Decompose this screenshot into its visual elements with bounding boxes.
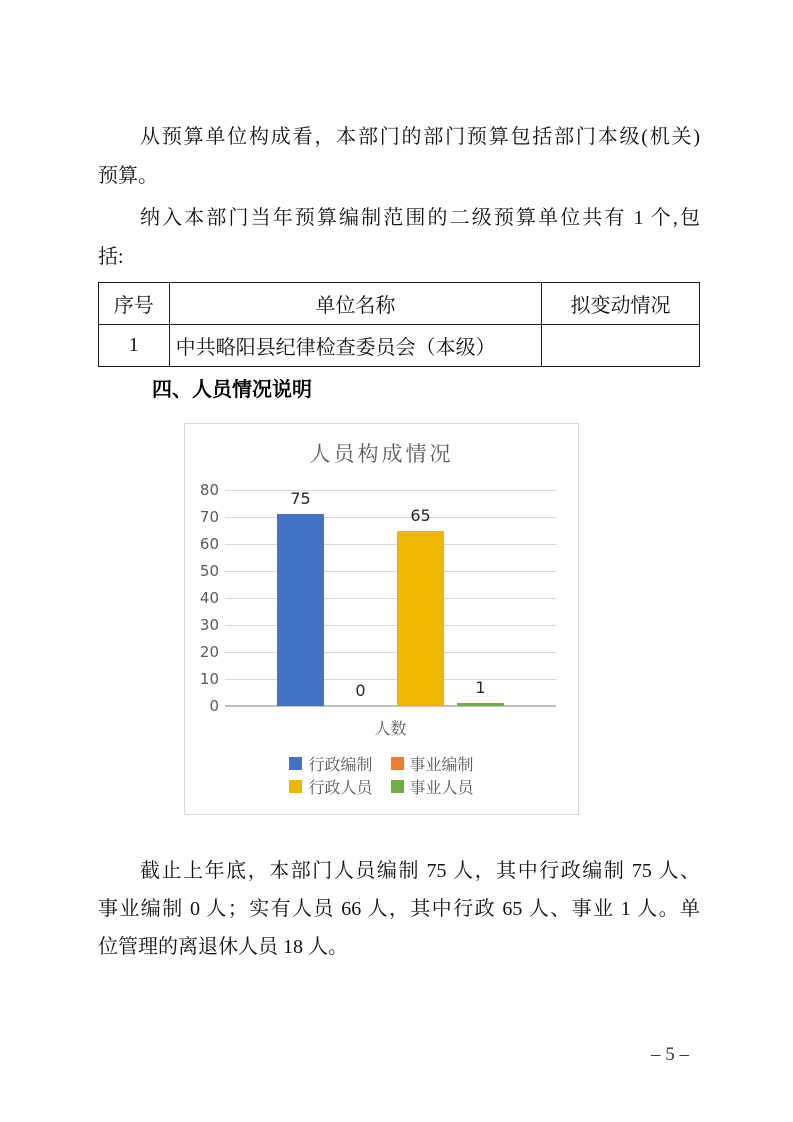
y-tick-label: 40 (199, 589, 219, 607)
y-tick-label: 10 (199, 670, 219, 688)
bar-slot-0 (271, 490, 331, 706)
chart (184, 423, 579, 815)
y-tick-label: 30 (199, 616, 219, 634)
table-row (99, 325, 700, 367)
chart-plot-area (225, 490, 556, 706)
legend-swatch-icon (391, 757, 404, 770)
text-line: 事业编制 0 人；实有人员 66 人，其中行政 65 人、事业 1 人。单 (98, 898, 700, 920)
legend-swatch-icon (289, 757, 302, 770)
chart-legend (185, 752, 578, 798)
legend-item (391, 775, 474, 798)
chart-title: 人员构成情况 (309, 442, 454, 466)
legend-label: 行政编制 (308, 755, 373, 774)
cell-no: 1 (99, 325, 170, 367)
cell-name: 中共略阳县纪律检查委员会（本级） (169, 325, 541, 367)
unit-table (98, 282, 700, 367)
bar-slot-2 (391, 490, 451, 706)
legend-swatch-icon (289, 780, 302, 793)
chart-x-axis-label: 人数 (374, 719, 407, 738)
paragraph-personnel (98, 852, 700, 966)
page-number: – 5 – (651, 1044, 689, 1065)
legend-label: 行政人员 (308, 778, 373, 797)
text-line: 预算。 (98, 165, 158, 187)
y-tick-label: 70 (199, 508, 219, 526)
bar-slot-1 (331, 490, 391, 706)
legend-item (289, 752, 372, 775)
y-tick-label: 60 (199, 535, 219, 553)
bar-series-3 (457, 703, 504, 706)
text-line: 从预算单位构成看，本部门的部门预算包括部门本级(机关) (140, 126, 700, 148)
y-tick-label: 20 (199, 643, 219, 661)
text-line: 位管理的离退休人员 18 人。 (98, 936, 348, 958)
bar-series-0 (277, 514, 324, 706)
paragraph-budget-units (98, 118, 700, 196)
y-tick-label: 50 (199, 562, 219, 580)
data-label: 1 (475, 678, 486, 698)
legend-item (391, 752, 474, 775)
legend-row (289, 775, 473, 798)
section-heading: 四、人员情况说明 (152, 379, 312, 401)
legend-label: 事业人员 (409, 778, 474, 797)
bar-slot-3 (451, 490, 511, 706)
text-line: 截止上年底，本部门人员编制 75 人，其中行政编制 75 人、 (140, 860, 700, 882)
header-cell-change: 拟变动情况 (542, 283, 700, 325)
legend-row (289, 752, 473, 775)
cell-change (542, 325, 700, 367)
data-label: 65 (410, 505, 431, 525)
header-cell-no: 序号 (99, 283, 170, 325)
table-header-row (99, 283, 700, 325)
bar-series-2 (397, 531, 444, 707)
legend-item (289, 775, 372, 798)
header-cell-name: 单位名称 (169, 283, 541, 325)
y-tick-label: 80 (199, 481, 219, 499)
text-line: 括: (98, 246, 124, 268)
text-line: 纳入本部门当年预算编制范围的二级预算单位共有 1 个,包 (140, 207, 700, 229)
legend-swatch-icon (391, 780, 404, 793)
data-label: 0 (355, 681, 366, 700)
paragraph-secondary-units (98, 199, 700, 277)
data-label: 75 (290, 489, 311, 508)
y-tick-label: 0 (209, 697, 219, 715)
legend-label: 事业编制 (409, 755, 474, 774)
